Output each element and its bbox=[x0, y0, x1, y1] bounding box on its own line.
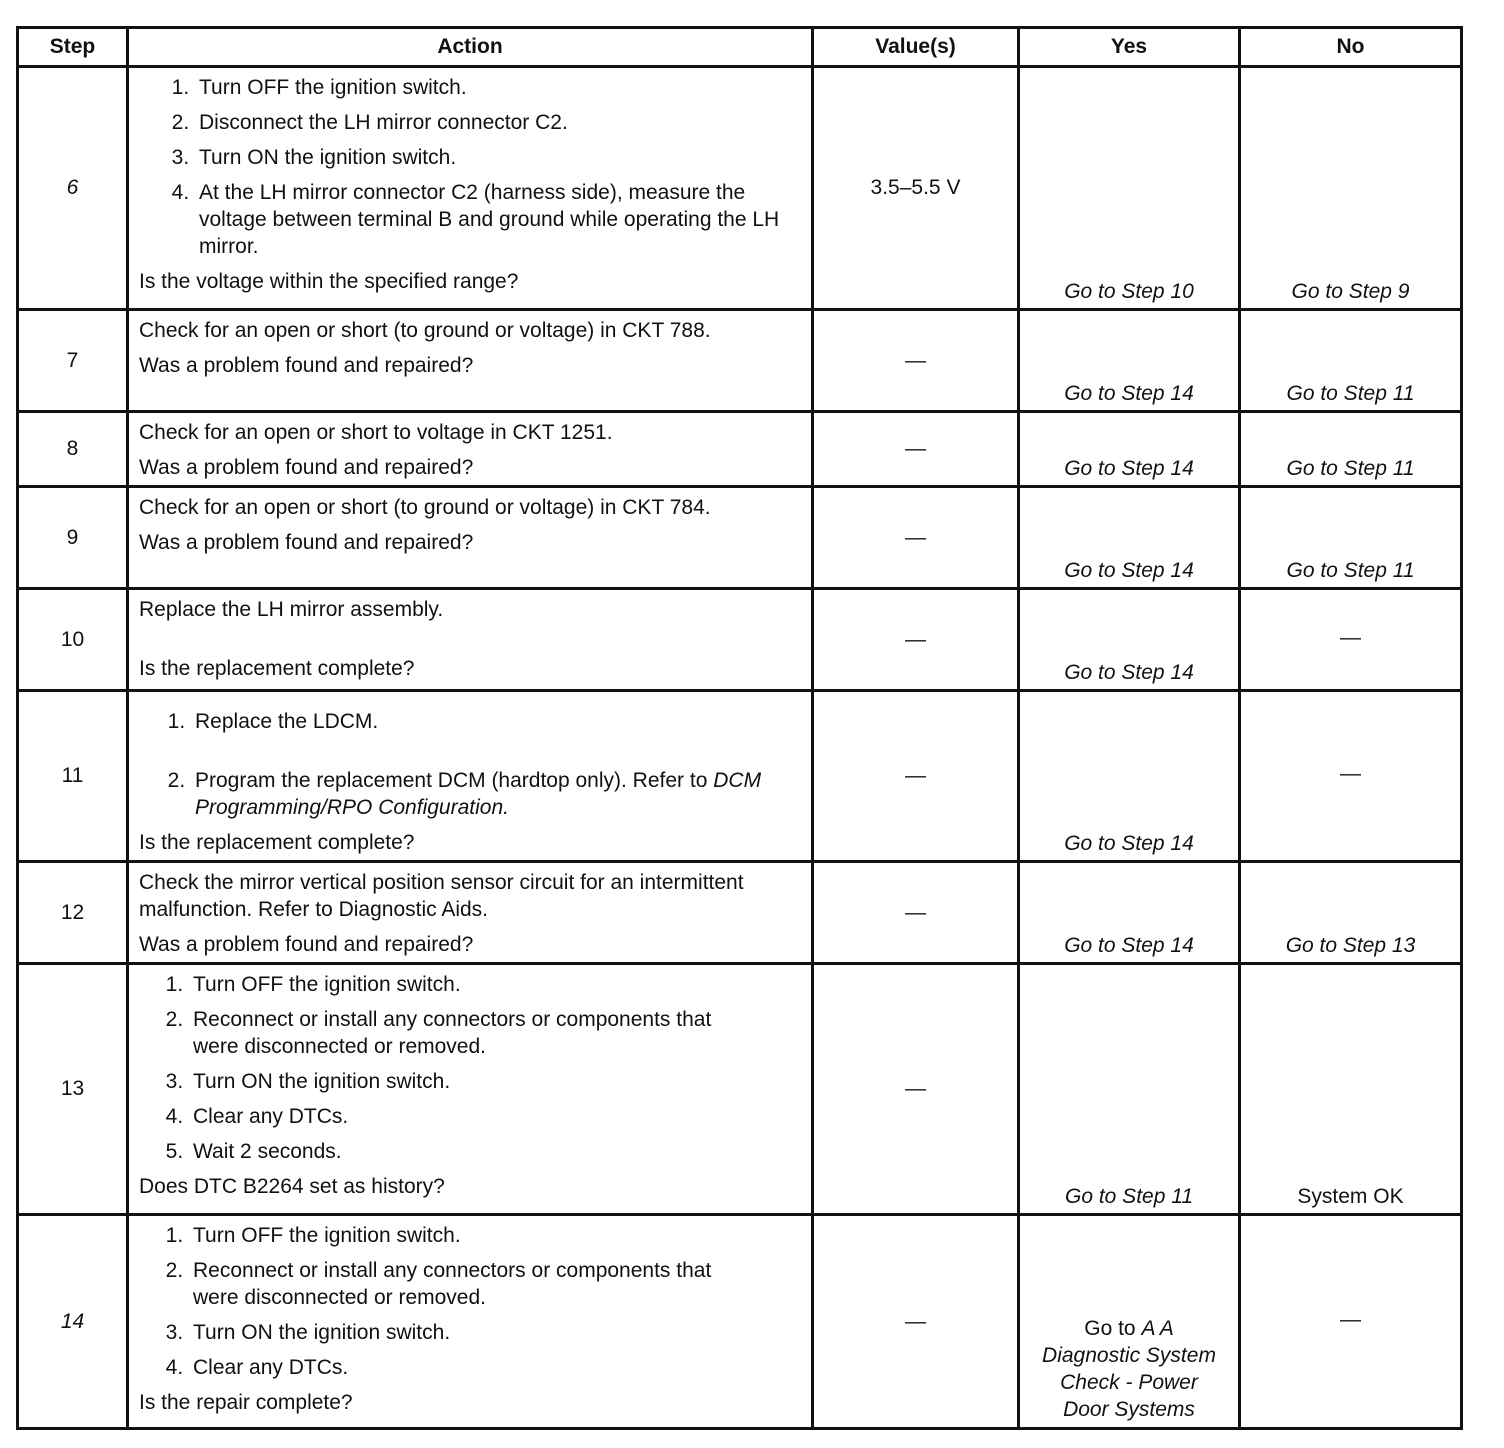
no-link[interactable]: Go to Step 11 bbox=[1240, 412, 1462, 487]
action-question: Was a problem found and repaired? bbox=[139, 531, 474, 554]
table-row-step-14 bbox=[18, 1215, 1462, 1429]
yes-link[interactable]: Go to Step 14 bbox=[1019, 691, 1240, 862]
list-item: 1. Replace the LDCM. bbox=[191, 708, 801, 735]
table-row-step-11 bbox=[18, 691, 1462, 862]
list-item: 1. Turn OFF the ignition switch. bbox=[189, 971, 801, 998]
action-question: Is the repair complete? bbox=[139, 1391, 353, 1414]
step-number: 12 bbox=[18, 862, 128, 964]
action-question: Was a problem found and repaired? bbox=[139, 354, 474, 377]
action-question: Is the replacement complete? bbox=[139, 831, 415, 854]
action-cell bbox=[128, 964, 813, 1215]
no-link[interactable]: Go to Step 11 bbox=[1240, 310, 1462, 412]
action-text: Check for an open or short to voltage in CKT 1251. bbox=[139, 421, 613, 444]
action-text: Check the mirror vertical position sensor circuit for an intermittent malfunction. Refer to Diagnostic Aids. bbox=[139, 871, 744, 921]
list-item: 2. Disconnect the LH mirror connector C2. bbox=[195, 109, 801, 136]
action-text: Check for an open or short (to ground or voltage) in CKT 788. bbox=[139, 319, 711, 342]
step-number: 7 bbox=[18, 310, 128, 412]
list-item: 1. Turn OFF the ignition switch. bbox=[189, 1222, 801, 1249]
action-question: Does DTC B2264 set as history? bbox=[139, 1175, 445, 1198]
no-value: — bbox=[1240, 589, 1462, 691]
table-row-step-13 bbox=[18, 964, 1462, 1215]
action-question: Was a problem found and repaired? bbox=[139, 456, 474, 479]
action-question: Was a problem found and repaired? bbox=[139, 933, 474, 956]
step-number: 14 bbox=[18, 1215, 128, 1429]
action-text: Replace the LH mirror assembly. bbox=[139, 598, 444, 621]
value-cell: 3.5–5.5 V bbox=[813, 67, 1019, 310]
list-item: 4. At the LH mirror connector C2 (harness side), measure the voltage between terminal B and ground while operating the LH mirror. bbox=[195, 179, 801, 260]
yes-link[interactable]: Go to Step 14 bbox=[1019, 310, 1240, 412]
action-steps-list bbox=[139, 708, 801, 821]
table-row-step-8 bbox=[18, 412, 1462, 487]
yes-cell bbox=[1019, 1215, 1240, 1429]
action-cell bbox=[128, 862, 813, 964]
reference-link[interactable]: DCM Programming/RPO Configuration. bbox=[195, 769, 762, 819]
list-item: 5. Wait 2 seconds. bbox=[189, 1138, 801, 1165]
value-cell: — bbox=[813, 589, 1019, 691]
diagnostic-table bbox=[16, 26, 1463, 1430]
header-step: Step bbox=[18, 28, 128, 67]
list-item: 2. Reconnect or install any connectors or components that were disconnected or removed. bbox=[189, 1257, 753, 1311]
yes-link[interactable]: Go to Step 14 bbox=[1019, 862, 1240, 964]
action-cell bbox=[128, 589, 813, 691]
value-cell: — bbox=[813, 412, 1019, 487]
yes-link[interactable]: Go to Step 14 bbox=[1019, 589, 1240, 691]
action-steps-list bbox=[139, 74, 801, 260]
table-row-step-9 bbox=[18, 487, 1462, 589]
action-cell bbox=[128, 487, 813, 589]
table-row-step-6 bbox=[18, 67, 1462, 310]
step-number: 6 bbox=[18, 67, 128, 310]
table-row-step-7 bbox=[18, 310, 1462, 412]
yes-link[interactable]: Go to Step 14 bbox=[1019, 487, 1240, 589]
list-item: 1. Turn OFF the ignition switch. bbox=[195, 74, 801, 101]
value-cell: — bbox=[813, 862, 1019, 964]
step-number: 11 bbox=[18, 691, 128, 862]
step-number: 8 bbox=[18, 412, 128, 487]
step-number: 9 bbox=[18, 487, 128, 589]
header-values: Value(s) bbox=[813, 28, 1019, 67]
yes-reference-link[interactable]: A A Diagnostic System Check - Power Door Systems bbox=[1042, 1317, 1216, 1421]
yes-link[interactable]: Go to Step 11 bbox=[1019, 964, 1240, 1215]
action-cell bbox=[128, 691, 813, 862]
value-cell: — bbox=[813, 310, 1019, 412]
yes-link[interactable]: Go to Step 10 bbox=[1019, 67, 1240, 310]
header-yes: Yes bbox=[1019, 28, 1240, 67]
value-cell: — bbox=[813, 691, 1019, 862]
list-item: 2. Reconnect or install any connectors or components that were disconnected or removed. bbox=[189, 1006, 753, 1060]
action-text: Check for an open or short (to ground or voltage) in CKT 784. bbox=[139, 496, 711, 519]
list-item-text: Program the replacement DCM (hardtop only). Refer to bbox=[195, 769, 708, 792]
header-no: No bbox=[1240, 28, 1462, 67]
action-cell bbox=[128, 1215, 813, 1429]
step-number: 10 bbox=[18, 589, 128, 691]
table-row-step-12 bbox=[18, 862, 1462, 964]
list-item: 4. Clear any DTCs. bbox=[189, 1354, 801, 1381]
action-question: Is the voltage within the specified range? bbox=[139, 270, 519, 293]
list-item bbox=[191, 767, 801, 821]
header-row bbox=[18, 28, 1462, 67]
yes-link[interactable]: Go to Step 14 bbox=[1019, 412, 1240, 487]
action-cell bbox=[128, 412, 813, 487]
value-cell: — bbox=[813, 964, 1019, 1215]
list-item: 3. Turn ON the ignition switch. bbox=[189, 1319, 801, 1346]
no-value: — bbox=[1240, 691, 1462, 862]
no-value: — bbox=[1240, 1215, 1462, 1429]
no-result: System OK bbox=[1240, 964, 1462, 1215]
action-steps-list bbox=[139, 1222, 801, 1381]
list-item: 4. Clear any DTCs. bbox=[189, 1103, 801, 1130]
header-action: Action bbox=[128, 28, 813, 67]
value-cell: — bbox=[813, 1215, 1019, 1429]
table-row-step-10 bbox=[18, 589, 1462, 691]
action-cell bbox=[128, 310, 813, 412]
value-cell: — bbox=[813, 487, 1019, 589]
list-item: 3. Turn ON the ignition switch. bbox=[195, 144, 801, 171]
list-item: 3. Turn ON the ignition switch. bbox=[189, 1068, 801, 1095]
no-link[interactable]: Go to Step 9 bbox=[1240, 67, 1462, 310]
action-cell bbox=[128, 67, 813, 310]
no-link[interactable]: Go to Step 13 bbox=[1240, 862, 1462, 964]
action-question: Is the replacement complete? bbox=[139, 657, 415, 680]
no-link[interactable]: Go to Step 11 bbox=[1240, 487, 1462, 589]
step-number: 13 bbox=[18, 964, 128, 1215]
action-steps-list bbox=[139, 971, 801, 1165]
yes-prefix: Go to bbox=[1084, 1317, 1136, 1340]
